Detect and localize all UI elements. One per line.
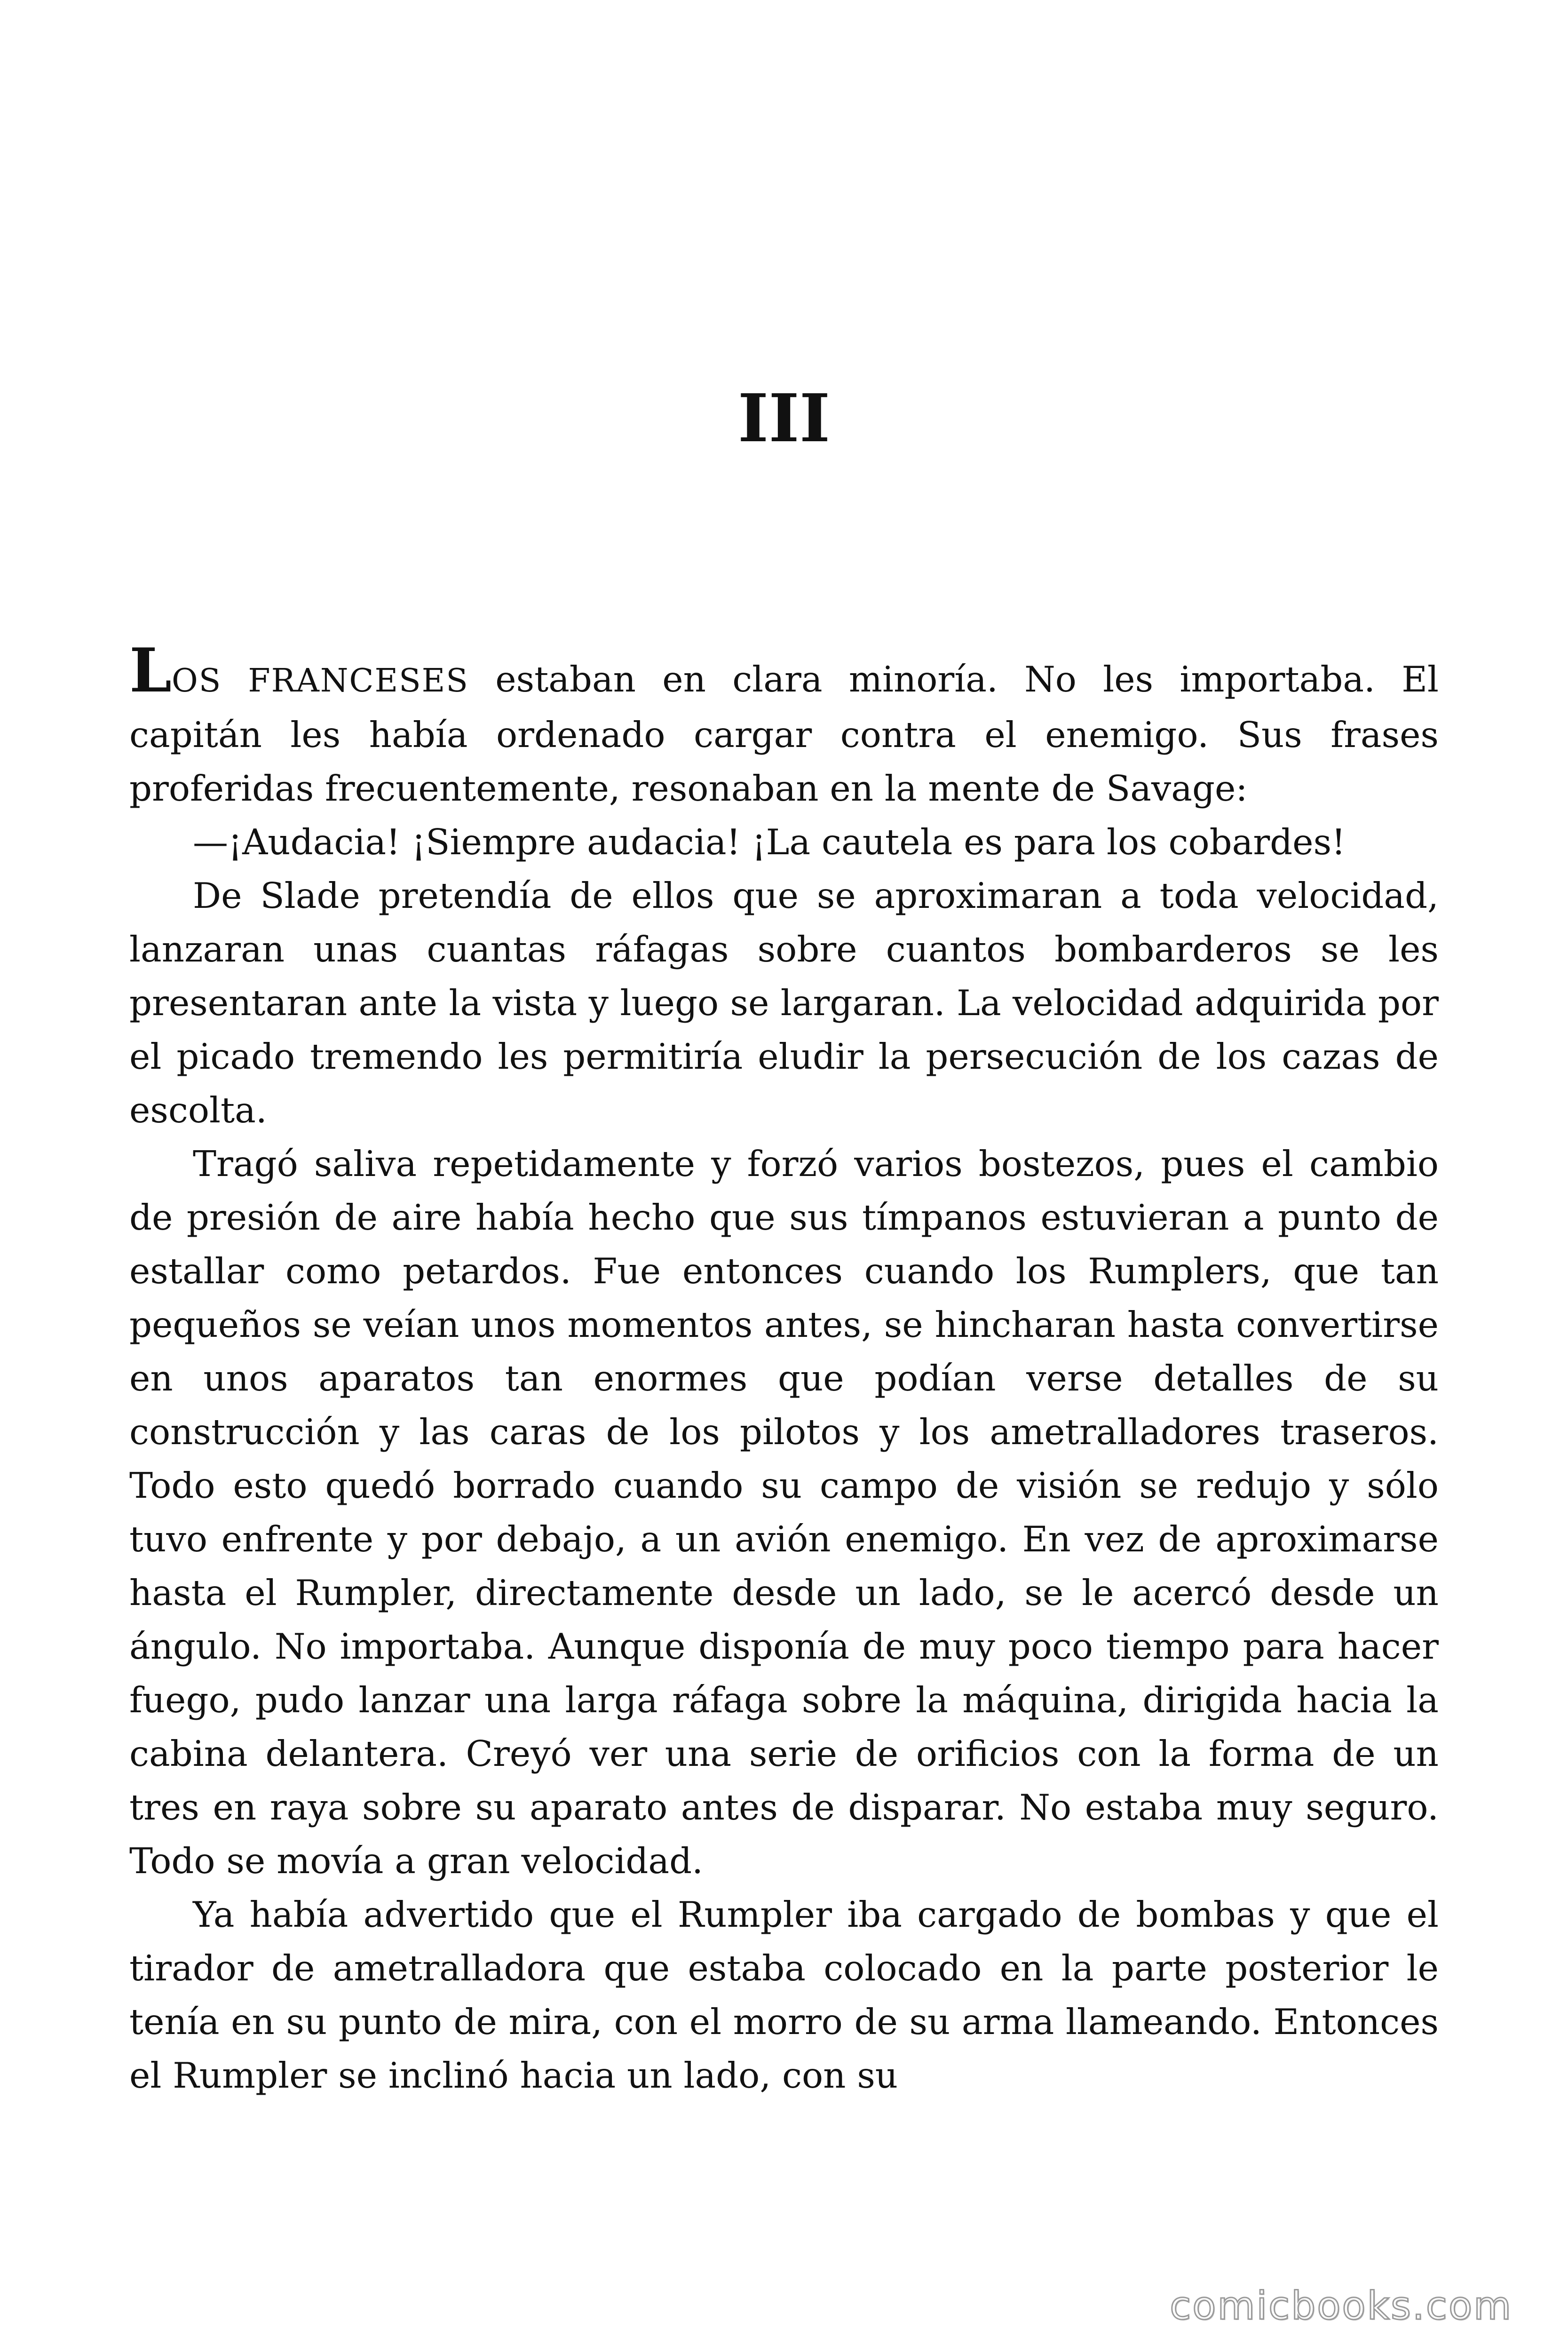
paragraph [129,636,1439,815]
chapter-title: III [737,380,831,457]
paragraph-text: estaban en clara minoría. No les importaba. El capitán les había ordenado cargar contra el enemigo. Sus frases proferidas frecuentemente, resonaban en la mente de Savage: [129,659,1439,809]
body-text [129,636,1439,2102]
paragraph: De Slade pretendía de ellos que se aproximaran a toda velocidad, lanzaran unas cuantas ráfagas sobre cuantos bombarderos se les presentaran ante la vista y luego se largaran. La velocidad adquirida por el picado tremendo les permitiría eludir la persecución de los cazas de escolta. [129,875,1439,1131]
paragraph: Ya había advertido que el Rumpler iba cargado de bombas y que el tirador de ametralladora que estaba colocado en la parte posterior le tenía en su punto de mira, con el morro de su arma llameando. Entonces el Rumpler se inclinó hacia un lado, con su [129,1894,1439,2096]
paragraph: —¡Audacia! ¡Siempre audacia! ¡La cautela es para los cobardes! [193,821,1346,863]
drop-initial: L [129,636,172,706]
paragraph: Tragó saliva repetidamente y forzó varios bostezos, pues el cambio de presión de aire había hecho que sus tímpanos estuvieran a punto de estallar como petardos. Fue entonces cuando los Rumplers, que tan pequeños se veían unos momentos antes, se hincharan hasta convertirse en unos aparatos tan enormes que podían verse detalles de su construcción y las caras de los pilotos y los ametralladores traseros. Todo esto quedó borrado cuando su campo de visión se redujo y sólo tuvo enfrente y por debajo, a un avión enemigo. En vez de aproximarse hasta el Rumpler, directamente desde un lado, se le acercó desde un ángulo. No importaba. Aunque disponía de muy poco tiempo para hacer fuego, pudo lanzar una larga ráfaga sobre la máquina, dirigida hacia la cabina delantera. Creyó ver una serie de orificios con la forma de un tres en raya sobre su aparato antes de disparar. No estaba muy seguro. Todo se movía a gran velocidad. [129,1143,1439,1882]
smallcaps-lead: OS FRANCESES [172,662,469,699]
watermark: comicbooks.com [1170,2284,1513,2328]
